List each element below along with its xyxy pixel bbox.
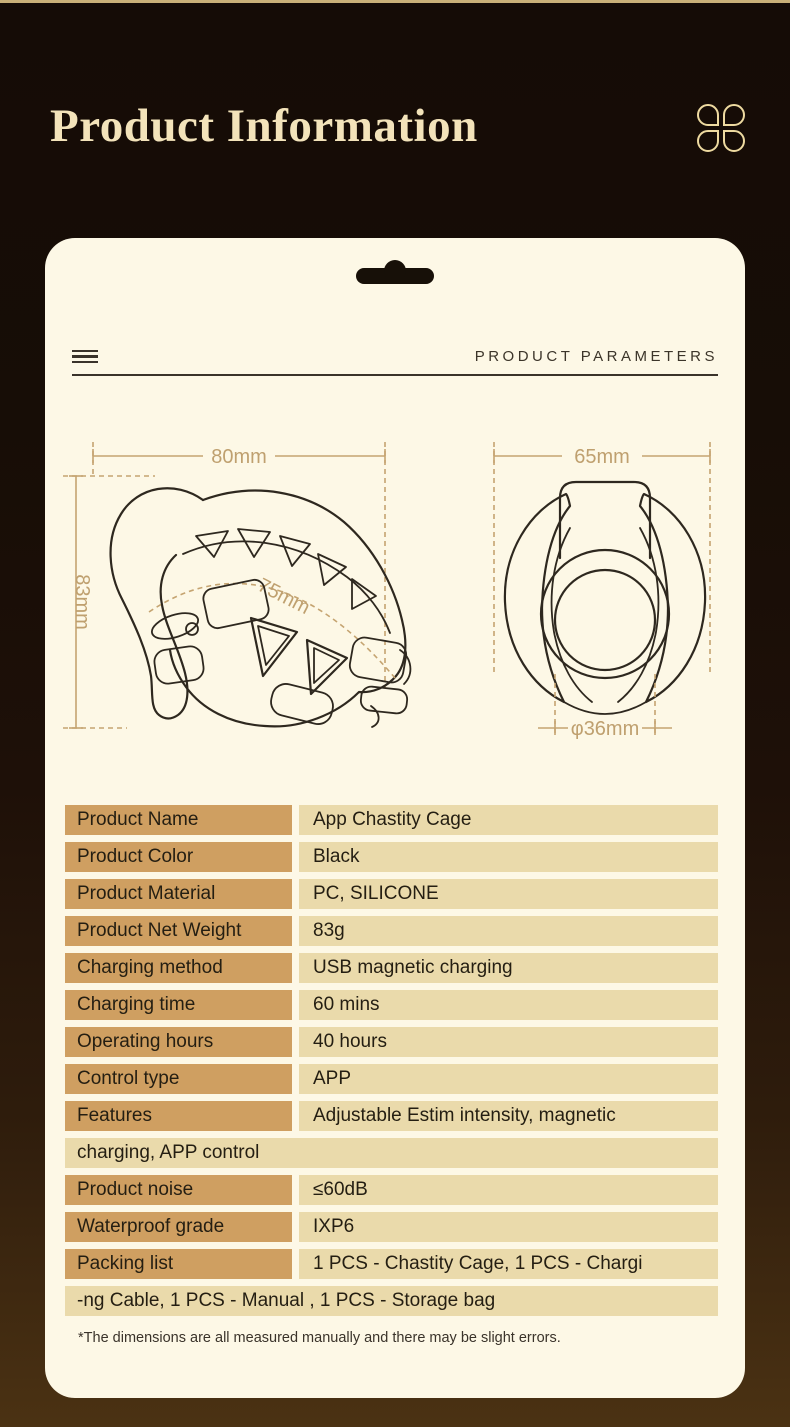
- row-label: Product Color: [65, 842, 292, 872]
- table-row: [65, 842, 718, 872]
- row-value: IXP6: [299, 1212, 718, 1242]
- row-value: App Chastity Cage: [299, 805, 718, 835]
- table-row: [65, 1027, 718, 1057]
- row-label: Control type: [65, 1064, 292, 1094]
- row-value: 60 mins: [299, 990, 718, 1020]
- table-row: [65, 1064, 718, 1094]
- row-value: 40 hours: [299, 1027, 718, 1057]
- row-label: Charging method: [65, 953, 292, 983]
- clover-ornament-icon: [697, 104, 745, 152]
- section-label: PRODUCT PARAMETERS: [474, 348, 718, 365]
- row-value: Black: [299, 842, 718, 872]
- row-label: Features: [65, 1101, 292, 1131]
- table-row: [65, 916, 718, 946]
- side-view-diagram: [55, 436, 440, 771]
- dim-inner-label: 75mm: [253, 574, 314, 620]
- row-value: 1 PCS - Chastity Cage, 1 PCS - Chargi: [299, 1249, 718, 1279]
- dim-width-label: 80mm: [211, 446, 267, 468]
- row-label: Product Name: [65, 805, 292, 835]
- row-value-continuation: -ng Cable, 1 PCS - Manual , 1 PCS - Storage bag: [65, 1286, 718, 1316]
- page-title: Product Information: [50, 100, 478, 152]
- row-label: Product Net Weight: [65, 916, 292, 946]
- dim-width-label: 65mm: [574, 446, 630, 468]
- menu-icon: [72, 350, 98, 366]
- row-value: USB magnetic charging: [299, 953, 718, 983]
- page-header: [0, 3, 790, 153]
- front-view-diagram: [470, 436, 740, 771]
- row-label: Product Material: [65, 879, 292, 909]
- dim-diameter-label: φ36mm: [570, 718, 640, 740]
- row-label: Packing list: [65, 1249, 292, 1279]
- card-notch: [356, 268, 434, 284]
- row-label: Operating hours: [65, 1027, 292, 1057]
- dimension-diagrams: [45, 436, 745, 771]
- table-row: [65, 1101, 718, 1131]
- row-value-continuation: charging, APP control: [65, 1138, 718, 1168]
- table-row: [65, 805, 718, 835]
- table-row: [65, 1249, 718, 1279]
- table-row: [65, 1175, 718, 1205]
- footnote: *The dimensions are all measured manually and there may be slight errors.: [78, 1330, 561, 1346]
- row-value: ≤60dB: [299, 1175, 718, 1205]
- spec-table: [65, 805, 718, 1316]
- row-label: Waterproof grade: [65, 1212, 292, 1242]
- dim-height-label: 83mm: [71, 574, 93, 630]
- row-value: Adjustable Estim intensity, magnetic: [299, 1101, 718, 1131]
- row-label: Charging time: [65, 990, 292, 1020]
- table-row: [65, 953, 718, 983]
- table-row: [65, 1212, 718, 1242]
- table-row: [65, 879, 718, 909]
- product-parameters-card: [45, 238, 745, 1398]
- row-value: PC, SILICONE: [299, 879, 718, 909]
- row-value: 83g: [299, 916, 718, 946]
- section-header: [72, 348, 718, 376]
- row-value: APP: [299, 1064, 718, 1094]
- table-row: [65, 990, 718, 1020]
- row-label: Product noise: [65, 1175, 292, 1205]
